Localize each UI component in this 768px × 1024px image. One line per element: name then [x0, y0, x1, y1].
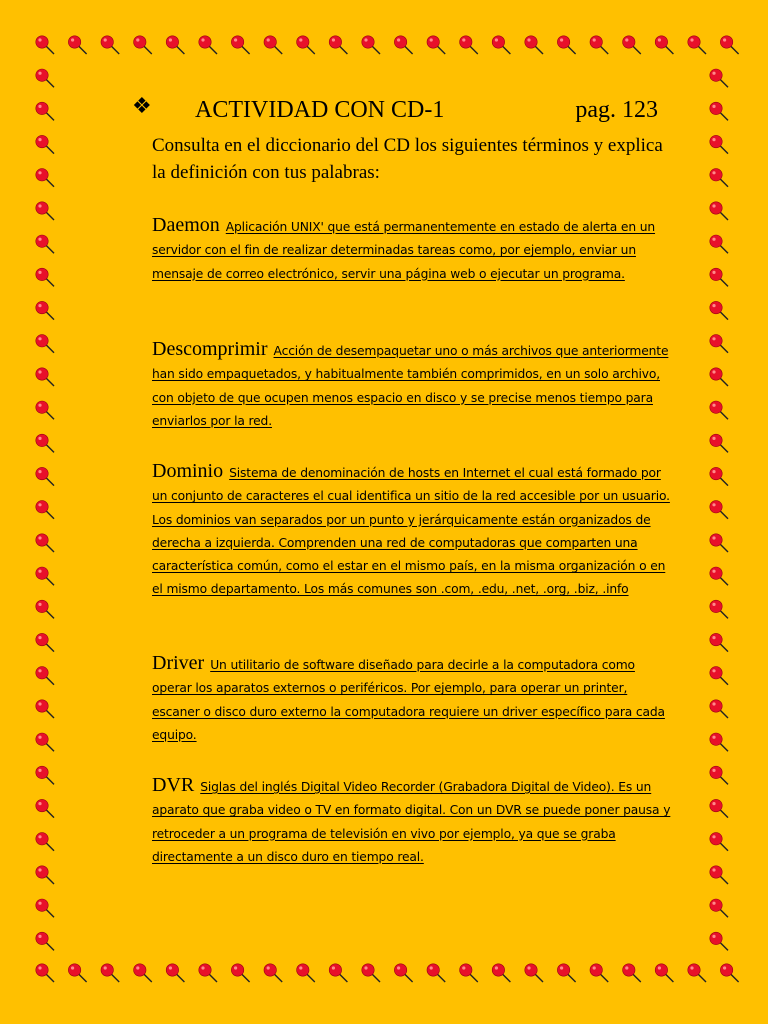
term-definition: Siglas del inglés Digital Video Recorder (Grabadora Digital de Video). Es un aparato que graba video o TV en formato digital. Con un DVR se puede poner pausa y retroceder a un programa de televisión en vivo por ejemplo, ya que se graba directamente a un disco duro en tiempo real.: [152, 780, 671, 864]
red-pushpin-icon: [36, 36, 54, 54]
red-pushpin-icon: [710, 102, 728, 120]
red-pushpin-icon: [710, 932, 728, 950]
term-definition: Sistema de denominación de hosts en Internet el cual está formado por un conjunto de caracteres el cual identifica un sitio de la red accesible por un usuario. Los dominios van separados por un punto y jerárquicamente están organizados de derecha a izquierda. Comprenden una red de computadoras que comparten una característica común, como el estar en el mismo país, en la misma organización o en el mismo departamento. Los más comunes son .com, .edu, .net, .org, .biz, .info: [152, 466, 670, 597]
red-pushpin-icon: [36, 899, 54, 917]
red-pushpin-icon: [688, 36, 706, 54]
term-name: Dominio: [152, 460, 224, 482]
red-pushpin-icon: [710, 235, 728, 253]
red-pushpin-icon: [394, 36, 412, 54]
red-pushpin-icon: [297, 964, 315, 982]
red-pushpin-icon: [36, 268, 54, 286]
red-pushpin-icon: [710, 335, 728, 353]
red-pushpin-icon: [590, 36, 608, 54]
red-pushpin-icon: [36, 235, 54, 253]
red-pushpin-icon: [329, 36, 347, 54]
red-pushpin-icon: [710, 534, 728, 552]
red-pushpin-icon: [101, 964, 119, 982]
red-pushpin-icon: [710, 169, 728, 187]
red-pushpin-icon: [710, 899, 728, 917]
red-pushpin-icon: [460, 964, 478, 982]
red-pushpin-icon: [710, 866, 728, 884]
term-entry-daemon: [152, 214, 672, 286]
red-pushpin-icon: [710, 467, 728, 485]
red-pushpin-icon: [36, 667, 54, 685]
red-pushpin-icon: [36, 866, 54, 884]
red-pushpin-icon: [36, 766, 54, 784]
red-pushpin-icon: [36, 467, 54, 485]
red-pushpin-icon: [688, 964, 706, 982]
red-pushpin-icon: [36, 534, 54, 552]
red-pushpin-icon: [134, 36, 152, 54]
red-pushpin-icon: [36, 833, 54, 851]
term-entry-descomprimir: [152, 338, 672, 433]
red-pushpin-icon: [557, 36, 575, 54]
red-pushpin-icon: [710, 368, 728, 386]
red-pushpin-icon: [710, 268, 728, 286]
red-pushpin-icon: [36, 102, 54, 120]
red-pushpin-icon: [710, 766, 728, 784]
term-name: Driver: [152, 652, 205, 674]
red-pushpin-icon: [36, 964, 54, 982]
red-pushpin-icon: [199, 36, 217, 54]
red-pushpin-icon: [36, 501, 54, 519]
red-pushpin-icon: [720, 36, 738, 54]
red-pushpin-icon: [36, 700, 54, 718]
red-pushpin-icon: [36, 401, 54, 419]
red-pushpin-icon: [264, 36, 282, 54]
red-pushpin-icon: [590, 964, 608, 982]
red-pushpin-icon: [36, 799, 54, 817]
red-pushpin-icon: [166, 36, 184, 54]
term-name: DVR: [152, 774, 195, 796]
red-pushpin-icon: [710, 202, 728, 220]
red-pushpin-icon: [394, 964, 412, 982]
red-pushpin-icon: [710, 600, 728, 618]
term-name: Daemon: [152, 214, 220, 236]
instructions-text: Consulta en el diccionario del CD los siguientes términos y explica la definición con tus palabras:: [152, 135, 663, 183]
term-name: Descomprimir: [152, 338, 268, 360]
red-pushpin-icon: [710, 700, 728, 718]
red-pushpin-icon: [36, 932, 54, 950]
term-entry-driver: [152, 652, 672, 747]
term-definition: Aplicación UNIX' que está permanentemente en estado de alerta en un servidor con el fin de realizar determinadas tareas como, por ejemplo, enviar un mensaje de correo electrónico, servir una página web o ejecutar un programa.: [152, 220, 656, 281]
red-pushpin-icon: [710, 501, 728, 519]
page-reference: pag. 123: [575, 97, 658, 123]
red-pushpin-icon: [199, 964, 217, 982]
red-pushpin-icon: [710, 401, 728, 419]
red-pushpin-icon: [460, 36, 478, 54]
red-pushpin-icon: [36, 368, 54, 386]
red-pushpin-icon: [36, 600, 54, 618]
term-entry-dvr: [152, 774, 672, 869]
red-pushpin-icon: [134, 964, 152, 982]
term-definition: Acción de desempaquetar uno o más archivos que anteriormente han sido empaquetados, y habitualmente también comprimidos, en un solo archivo, con objeto de que ocupen menos espacio en disco y se precise menos tiempo para enviarlos por la red.: [152, 344, 669, 428]
red-pushpin-icon: [557, 964, 575, 982]
red-pushpin-icon: [231, 964, 249, 982]
red-pushpin-icon: [710, 301, 728, 319]
red-pushpin-icon: [710, 733, 728, 751]
red-pushpin-icon: [492, 964, 510, 982]
red-pushpin-icon: [720, 964, 738, 982]
red-pushpin-icon: [525, 964, 543, 982]
red-pushpin-icon: [36, 301, 54, 319]
red-pushpin-icon: [68, 36, 86, 54]
red-pushpin-icon: [710, 833, 728, 851]
red-pushpin-icon: [710, 667, 728, 685]
red-pushpin-icon: [710, 799, 728, 817]
red-pushpin-icon: [427, 36, 445, 54]
red-pushpin-icon: [297, 36, 315, 54]
four-diamond-bullet-icon: ❖: [132, 94, 152, 119]
red-pushpin-icon: [36, 69, 54, 87]
red-pushpin-icon: [623, 36, 641, 54]
red-pushpin-icon: [231, 36, 249, 54]
red-pushpin-icon: [101, 36, 119, 54]
red-pushpin-icon: [710, 135, 728, 153]
red-pushpin-icon: [655, 964, 673, 982]
red-pushpin-icon: [68, 964, 86, 982]
red-pushpin-icon: [36, 135, 54, 153]
red-pushpin-icon: [710, 633, 728, 651]
red-pushpin-icon: [166, 964, 184, 982]
red-pushpin-icon: [264, 964, 282, 982]
red-pushpin-icon: [362, 36, 380, 54]
red-pushpin-icon: [36, 633, 54, 651]
red-pushpin-icon: [36, 169, 54, 187]
red-pushpin-icon: [36, 335, 54, 353]
term-entry-dominio: [152, 460, 672, 602]
red-pushpin-icon: [655, 36, 673, 54]
red-pushpin-icon: [710, 69, 728, 87]
red-pushpin-icon: [427, 964, 445, 982]
red-pushpin-icon: [623, 964, 641, 982]
red-pushpin-icon: [362, 964, 380, 982]
red-pushpin-icon: [710, 567, 728, 585]
page-header: [132, 94, 662, 130]
red-pushpin-icon: [36, 567, 54, 585]
red-pushpin-icon: [525, 36, 543, 54]
red-pushpin-icon: [36, 733, 54, 751]
red-pushpin-icon: [36, 202, 54, 220]
red-pushpin-icon: [36, 434, 54, 452]
activity-title: ACTIVIDAD CON CD-1: [195, 97, 445, 123]
term-definition: Un utilitario de software diseñado para decirle a la computadora como operar los aparatos externos o periféricos. Por ejemplo, para operar un printer, escaner o disco duro externo la computadora requiere un driver específico para cada equipo.: [152, 658, 665, 742]
red-pushpin-icon: [710, 434, 728, 452]
red-pushpin-icon: [329, 964, 347, 982]
red-pushpin-icon: [492, 36, 510, 54]
